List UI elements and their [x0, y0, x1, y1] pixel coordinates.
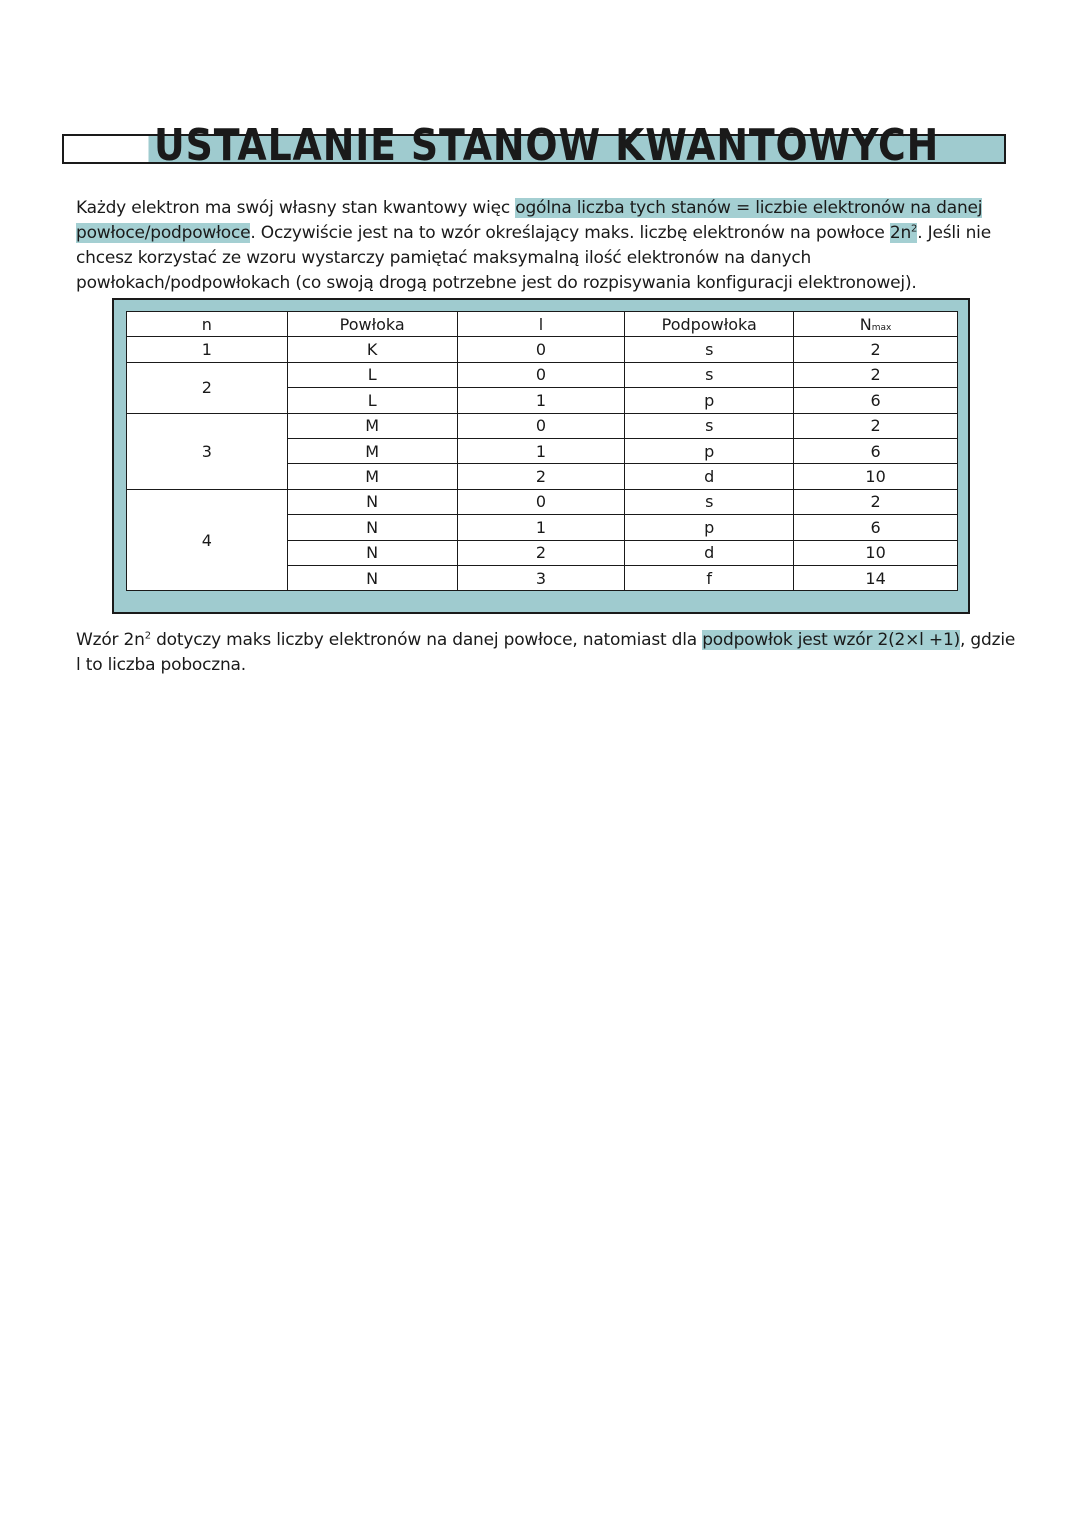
cell-podpowloka: p [625, 438, 794, 463]
cell-l: 0 [457, 362, 625, 387]
cell-powloka: M [287, 438, 457, 463]
table-frame [112, 298, 970, 614]
header-nmax-base: N [859, 314, 872, 334]
footer-paragraph [76, 628, 1016, 678]
cell-powloka: M [287, 413, 457, 438]
intro-text-1: Każdy elektron ma swój własny stan kwantowy więc [76, 198, 516, 218]
cell-nmax: 6 [794, 438, 958, 463]
intro-highlight-formula [890, 223, 917, 243]
cell-l: 1 [457, 438, 625, 463]
cell-nmax: 14 [794, 565, 958, 590]
cell-podpowloka: p [625, 388, 794, 413]
table-row [127, 337, 958, 362]
header-podpowloka: Podpowłoka [625, 312, 794, 337]
cell-nmax: 6 [794, 388, 958, 413]
cell-nmax: 2 [794, 489, 958, 514]
page-title: USTALANIE STANOW KWANTOWYCH [154, 120, 940, 171]
cell-l: 1 [457, 515, 625, 540]
cell-podpowloka: d [625, 540, 794, 565]
footer-text-2: dotyczy maks liczby elektronów na danej powłoce, natomiast dla [150, 630, 703, 650]
cell-nmax: 10 [794, 540, 958, 565]
cell-l: 0 [457, 413, 625, 438]
footer-text-3: , gdzie l to liczba poboczna. [76, 630, 1016, 675]
header-nmax-sub: max [871, 322, 892, 333]
intro-highlight-1: ogólna liczba tych stanów = liczbie elektronów na danej powłoce/podpowłoce [76, 198, 983, 243]
footer-exponent: 2 [144, 630, 151, 642]
cell-nmax: 10 [794, 464, 958, 489]
table-row [127, 413, 958, 438]
table-header-row [127, 312, 958, 337]
formula-base: 2n [889, 223, 912, 243]
intro-text-3: . Jeśli nie chcesz korzystać ze wzoru wystarczy pamiętać maksymalną ilość elektronów na danych powłokach/podpowłokach (co swoją drogą potrzebne jest do rozpisywania konfiguracji elektronowej). [76, 223, 991, 293]
footer-text-1: Wzór 2n [76, 630, 145, 650]
cell-podpowloka: f [625, 565, 794, 590]
cell-powloka: L [287, 388, 457, 413]
cell-podpowloka: s [625, 413, 794, 438]
cell-n: 2 [127, 362, 288, 413]
header-nmax [794, 312, 958, 337]
cell-l: 0 [457, 489, 625, 514]
cell-powloka: N [287, 489, 457, 514]
table-row [127, 489, 958, 514]
cell-podpowloka: s [625, 337, 794, 362]
cell-podpowloka: s [625, 362, 794, 387]
intro-text-2: . Oczywiście jest na to wzór określający maks. liczbę elektronów na powłoce [250, 223, 890, 243]
header-n: n [127, 312, 288, 337]
cell-nmax: 2 [794, 413, 958, 438]
header-l: l [457, 312, 625, 337]
cell-powloka: N [287, 565, 457, 590]
cell-l: 2 [457, 540, 625, 565]
cell-powloka: N [287, 540, 457, 565]
cell-n: 1 [127, 337, 288, 362]
cell-nmax: 2 [794, 362, 958, 387]
cell-podpowloka: p [625, 515, 794, 540]
cell-powloka: L [287, 362, 457, 387]
quantum-states-table [126, 311, 958, 591]
formula-exponent: 2 [911, 223, 918, 235]
cell-n: 3 [127, 413, 288, 489]
cell-powloka: M [287, 464, 457, 489]
cell-powloka: K [287, 337, 457, 362]
cell-podpowloka: s [625, 489, 794, 514]
table-body [127, 337, 958, 591]
intro-paragraph [76, 196, 1016, 296]
cell-l: 0 [457, 337, 625, 362]
cell-l: 3 [457, 565, 625, 590]
cell-n: 4 [127, 489, 288, 591]
cell-powloka: N [287, 515, 457, 540]
header-powloka: Powłoka [287, 312, 457, 337]
footer-highlight: podpowłok jest wzór 2(2×l +1) [702, 630, 961, 650]
table-row [127, 362, 958, 387]
cell-l: 1 [457, 388, 625, 413]
cell-podpowloka: d [625, 464, 794, 489]
cell-nmax: 2 [794, 337, 958, 362]
cell-nmax: 6 [794, 515, 958, 540]
cell-l: 2 [457, 464, 625, 489]
